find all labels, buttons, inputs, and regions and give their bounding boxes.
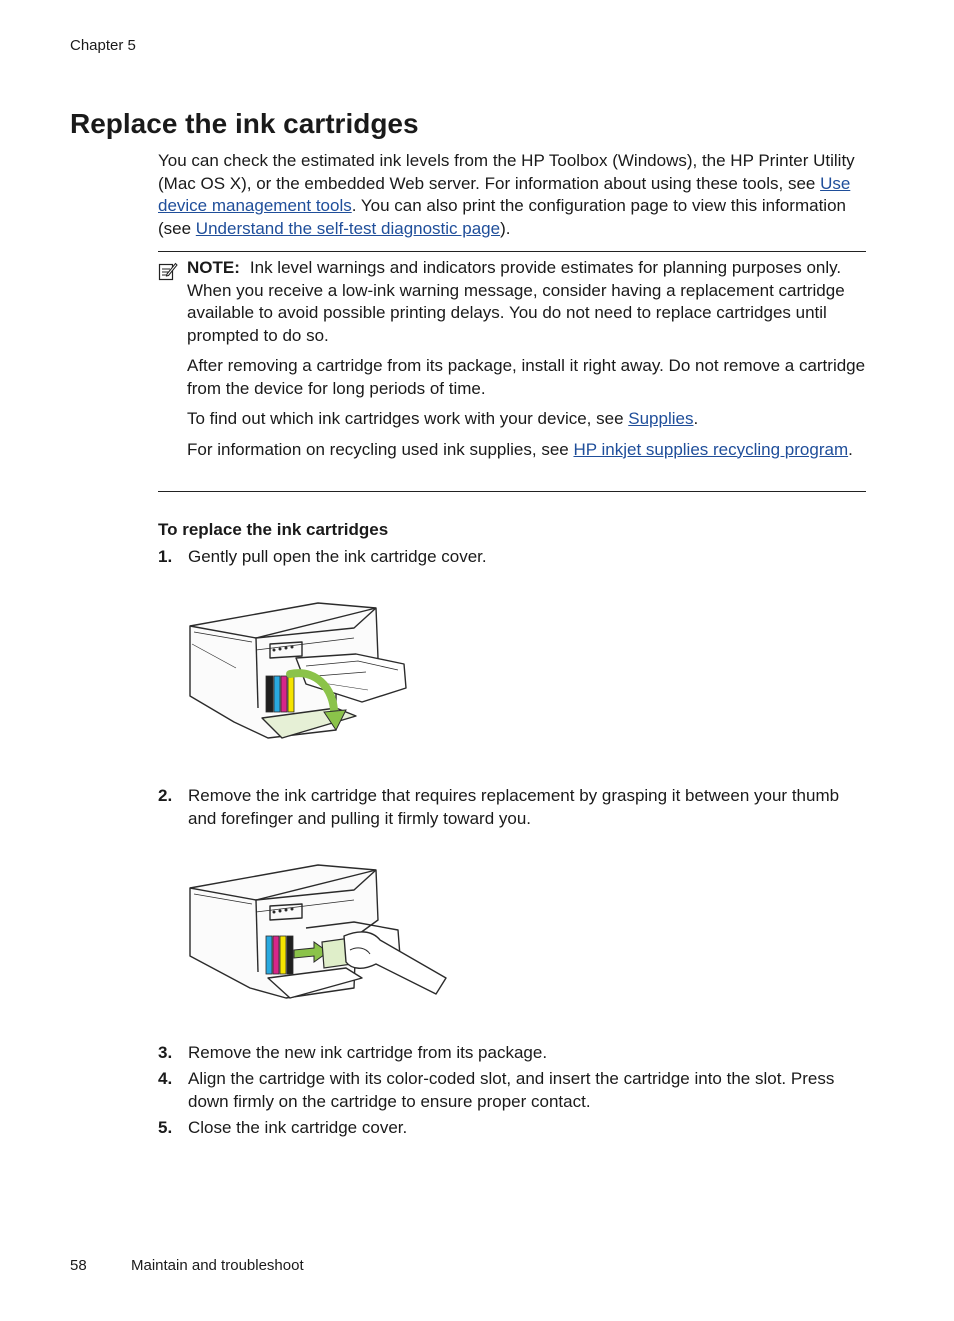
step-text: Align the cartridge with its color-coded slot, and insert the cartridge into the slot. Press down firmly on the cartridge to ensure proper contact.	[188, 1069, 835, 1111]
note-text-4-end: .	[848, 439, 853, 459]
step-number: 5.	[158, 1118, 173, 1137]
remove-cartridge-illustration	[186, 860, 448, 1002]
step-number: 4.	[158, 1069, 173, 1088]
intro-text-2: . You can also print the configuration page to view this information (see	[158, 196, 846, 238]
page-number: 58	[70, 1257, 87, 1274]
supplies-link[interactable]: Supplies	[628, 409, 694, 428]
step-text: Remove the new ink cartridge from its package.	[188, 1043, 548, 1062]
intro-text-1: You can check the estimated ink levels from the HP Toolbox (Windows), the HP Printer Utility (Mac OS X), or the embedded Web server. For information about using these tools, see	[158, 151, 855, 193]
printer-open-cover-illustration	[186, 598, 411, 746]
note-paragraph-1	[187, 257, 867, 347]
note-paragraph-3	[187, 408, 867, 431]
step-number: 2.	[158, 786, 173, 805]
note-icon	[158, 261, 178, 281]
self-test-diagnostic-page-link[interactable]: Understand the self-test diagnostic page	[195, 218, 501, 238]
note-bottom-rule	[158, 491, 866, 492]
page-title: Replace the ink cartridges	[70, 108, 419, 139]
step-text: Remove the ink cartridge that requires replacement by grasping it between your thumb and forefinger and pulling it firmly toward you.	[188, 786, 840, 828]
note-text-3: To find out which ink cartridges work with your device, see	[187, 409, 629, 428]
note-text-4: For information on recycling used ink supplies, see	[187, 439, 574, 459]
intro-text-3: ).	[500, 218, 511, 238]
note-text-3-end: .	[693, 409, 699, 428]
note-block	[187, 257, 867, 469]
note-text-1: Ink level warnings and indicators provide estimates for planning purposes only. When you receive a low-ink warning message, consider having a replacement cartridge available to avoid possible printing delays. You do not need to replace cartridges until prompted to do so.	[187, 258, 845, 345]
note-top-rule	[158, 251, 866, 252]
use-device-management-tools-link[interactable]: Use device management tools	[158, 173, 851, 215]
step-text: Gently pull open the ink cartridge cover.	[188, 547, 487, 566]
step-number: 3.	[158, 1043, 173, 1062]
chapter-header: Chapter 5	[70, 37, 136, 54]
note-label: NOTE:	[187, 258, 240, 277]
footer-section-title: Maintain and troubleshoot	[131, 1257, 304, 1274]
note-paragraph-4	[187, 439, 867, 462]
note-paragraph-2: After removing a cartridge from its package, install it right away. Do not remove a cartridge from the device for long periods of time.	[187, 356, 866, 398]
procedure-title: To replace the ink cartridges	[158, 520, 389, 539]
step-text: Close the ink cartridge cover.	[188, 1118, 408, 1137]
recycling-program-link[interactable]: HP inkjet supplies recycling program	[573, 439, 849, 459]
intro-paragraph	[158, 150, 868, 240]
step-number: 1.	[158, 547, 173, 566]
